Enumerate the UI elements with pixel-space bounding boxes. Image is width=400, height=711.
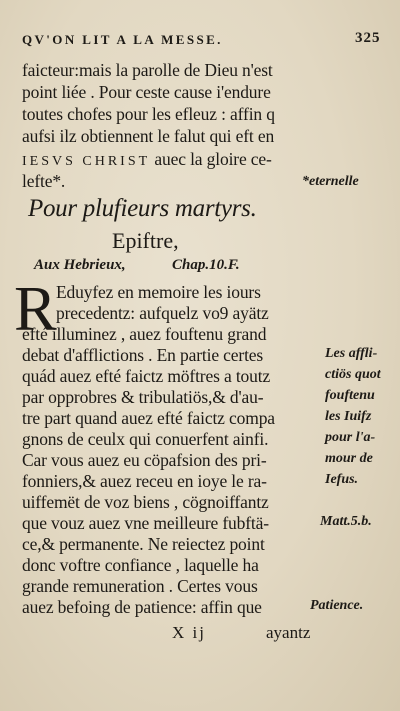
chapter-reference: Chap.10.F. [172, 257, 240, 273]
text-line: lefte*. [22, 171, 66, 191]
scripture-book-reference: Aux Hebrieux, [34, 257, 126, 273]
body-line: tre part quand auez efté faictz compa [22, 408, 275, 428]
catchword: ayantz [266, 623, 311, 642]
body-line: donc voftre confiance , laquelle ha [22, 555, 259, 575]
body-line: Car vous auez eu cöpafsion des pri- [22, 450, 267, 470]
section-subheading: Epiftre, [112, 228, 179, 253]
body-line: uiffemët de voz biens , cögnoiffantz [22, 492, 269, 512]
body-line: precedentz: aufquelz vo9 ayätz [56, 303, 269, 323]
margin-note: fouftenu [325, 388, 375, 403]
text-line: point liée . Pour ceste cause i'endure [22, 82, 271, 102]
body-line: efté illuminez , auez fouftenu grand [22, 324, 267, 344]
text-line: faicteur:mais la parolle de Dieu n'est [22, 60, 273, 80]
drop-capital: R [14, 273, 57, 344]
body-line: auez befoing de patience: affin que [22, 597, 262, 617]
body-line: grande remuneration . Certes vous [22, 576, 258, 596]
margin-note: Matt.5.b. [320, 514, 372, 529]
text-line [22, 149, 272, 172]
page-number: 325 [355, 30, 381, 46]
margin-note: ctiös quot [325, 367, 381, 382]
margin-note: les Iuifz [325, 409, 372, 424]
running-title: QV'ON LIT A LA MESSE. [22, 32, 223, 47]
body-line: gnons de ceulx qui conuerfent ainfi. [22, 429, 269, 449]
signature-mark: X ij [172, 623, 206, 642]
body-line: ce,& permanente. Ne reiectez point [22, 534, 265, 554]
margin-note: Les affli- [325, 346, 378, 361]
margin-note: pour l'a- [325, 430, 376, 445]
jesus-line-rest: auec la gloire ce- [154, 149, 272, 169]
margin-note: Iefus. [325, 472, 359, 487]
jesus-christ-name: IESVS CHRIST [22, 154, 151, 169]
body-line: fonniers,& auez receu en ioye le ra- [22, 471, 267, 491]
text-line: toutes chofes pour les efleuz : affin q [22, 104, 275, 124]
margin-note: Patience. [310, 598, 364, 613]
margin-note: mour de [325, 451, 373, 466]
text-line: aufsi ilz obtiennent le falut qui eft en [22, 126, 275, 146]
body-line: debat d'afflictions . En partie certes [22, 345, 264, 365]
body-line: que vouz auez vne meilleure fubftä- [22, 513, 269, 533]
body-line: par opprobres & tribulatiös,& d'au- [22, 387, 264, 407]
section-heading: Pour plufieurs martyrs. [28, 195, 257, 222]
body-line: quád auez efté faictz möftres a toutz [22, 366, 271, 386]
body-line: Eduyfez en memoire les iours [56, 282, 261, 302]
margin-note-eternelle: *eternelle [302, 174, 359, 189]
